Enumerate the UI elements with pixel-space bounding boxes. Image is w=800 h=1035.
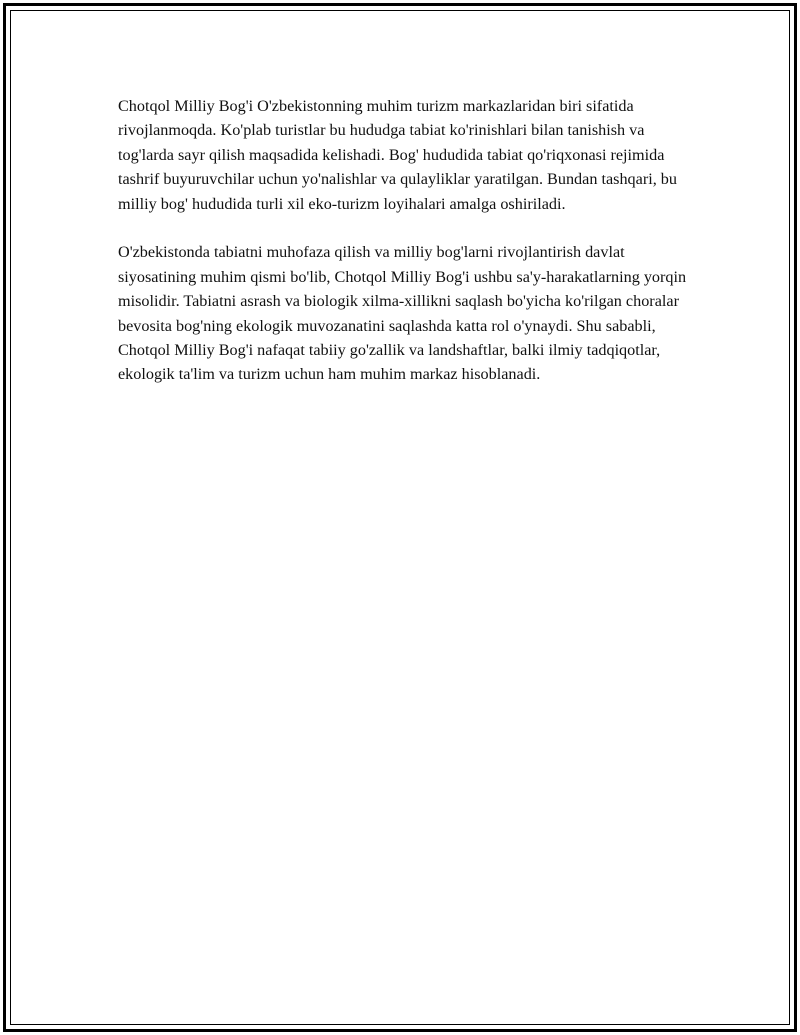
paragraph-2: O'zbekistonda tabiatni muhofaza qilish va milliy bog'larni rivojlantirish davlat siyosatining muhim qismi bo'lib, Chotqol Milliy Bog'i ushbu sa'y-harakatlarning yorqin misolidir. Tabiatni asrash va biologik xilma-xillikni saqlash bo'yicha ko'rilgan choralar bevosita bog'ning ekologik muvozanatini saqlashda katta rol o'ynaydi. Shu sababli, Chotqol Milliy Bog'i nafaqat tabiiy go'zallik va landshaftlar, balki ilmiy tadqiqotlar, ekologik ta'lim va turizm uchun ham muhim markaz hisoblanadi. <box>118 243 687 384</box>
paragraph-1: Chotqol Milliy Bog'i O'zbekistonning muhim turizm markazlaridan biri sifatida rivojlanmoqda. Ko'plab turistlar bu hududga tabiat ko'rinishlari bilan tanishish va tog'larda sayr qilish maqsadida kelishadi. Bog' hududida tabiat qo'riqxonasi rejimida tashrif buyuruvchilar uchun yo'nalishlar va qulayliklar yaratilgan. Bundan tashqari, bu milliy bog' hududida turli xil eko-turizm loyihalari amalga oshiriladi. <box>118 97 677 213</box>
document-body <box>118 94 698 411</box>
